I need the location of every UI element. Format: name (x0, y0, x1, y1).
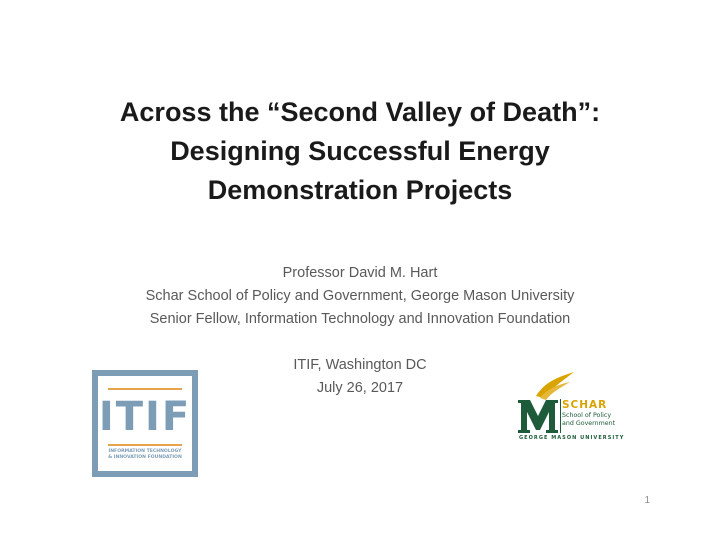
schar-subtitle (562, 412, 615, 427)
itif-logo-subtitle-line-1: INFORMATION TECHNOLOGY (108, 449, 182, 454)
title-line-2: Designing Successful Energy (170, 136, 550, 166)
itif-logo-subtitle (102, 449, 188, 461)
title-line-1: Across the “Second Valley of Death”: (119, 97, 601, 127)
itif-logo-bottom-rule (108, 444, 182, 446)
page-number: 1 (644, 495, 650, 506)
itif-logo (92, 370, 198, 477)
itif-logo-wordmark: ITIF (98, 394, 192, 440)
gmu-wordmark: GEORGE MASON UNIVERSITY (519, 435, 625, 441)
schar-school-logo (516, 372, 630, 444)
venue-text: ITIF, Washington DC (293, 357, 427, 373)
schar-wordmark: SCHAR (562, 399, 608, 411)
itif-logo-top-rule (108, 388, 182, 390)
slide-title (40, 93, 680, 210)
schar-subtitle-line-2: and Government (562, 419, 616, 427)
spacer (40, 331, 680, 354)
date-text: July 26, 2017 (316, 380, 404, 396)
title-line-3: Demonstration Projects (207, 175, 513, 205)
itif-logo-subtitle-line-2: & INNOVATION FOUNDATION (108, 455, 182, 460)
affiliation-line-2: Senior Fellow, Information Technology and Innovation Foundation (149, 311, 571, 327)
presenter-name: Professor David M. Hart (282, 265, 438, 281)
affiliation-line-1: Schar School of Policy and Government, George Mason University (145, 288, 575, 304)
schar-subtitle-line-1: School of Policy (562, 412, 612, 419)
